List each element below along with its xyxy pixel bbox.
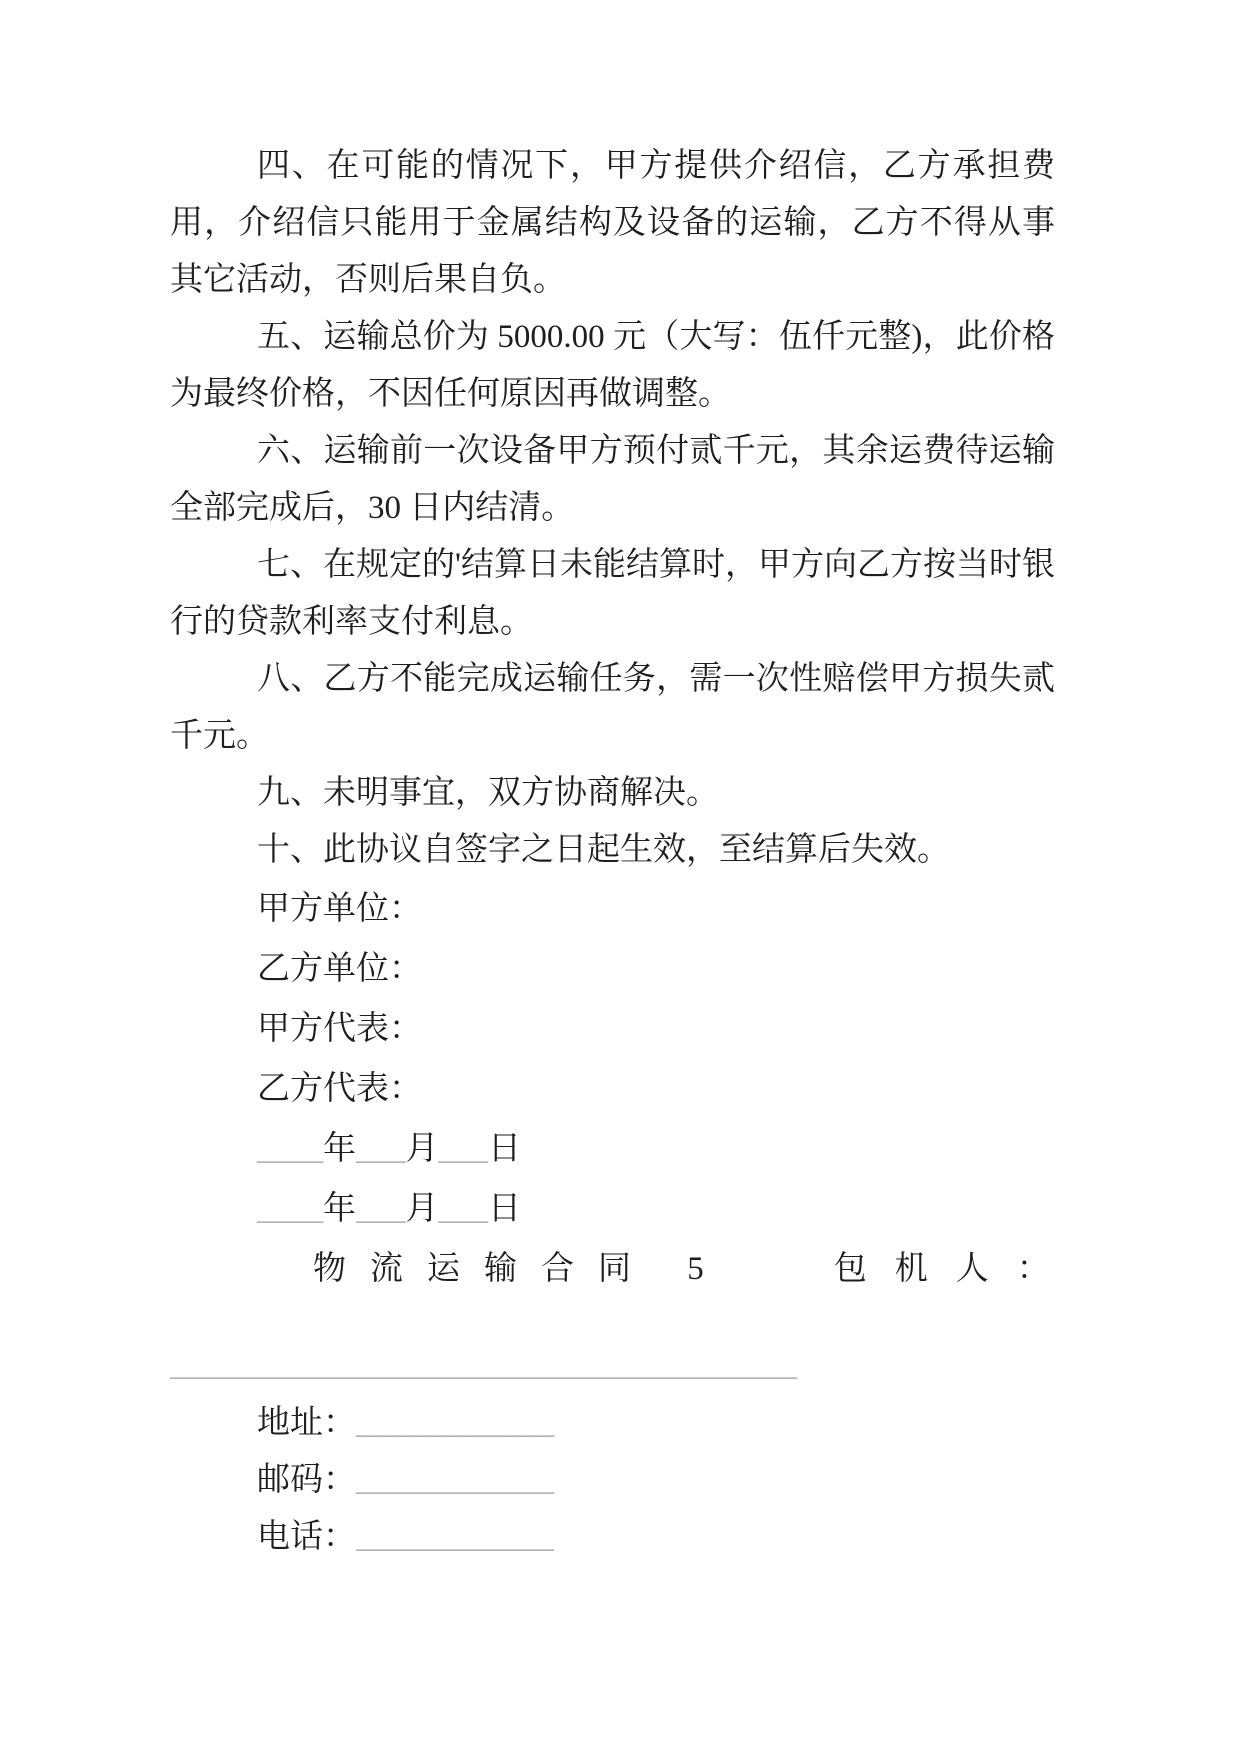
phone-blank: ____________ <box>356 1519 554 1555</box>
year-blank: ____ <box>257 1191 323 1227</box>
day-label: 日 <box>488 1131 521 1167</box>
clause-five: 五、运输总价为 5000.00 元（大写：伍仟元整)，此价格为最终价格，不因任何原因再做调整。 <box>170 319 1055 412</box>
date-line-2 <box>170 1179 1055 1239</box>
address-blank: ____________ <box>356 1405 554 1441</box>
phone-label: 电话： <box>257 1519 356 1555</box>
month-blank: ___ <box>356 1191 406 1227</box>
signature-block <box>170 879 1078 1299</box>
party-a-representative-line: 甲方代表： <box>257 1011 422 1047</box>
postcode-label: 邮码： <box>257 1462 356 1498</box>
month-label: 月 <box>405 1131 439 1167</box>
phone-line <box>170 1509 1055 1566</box>
month-label: 月 <box>405 1191 439 1227</box>
clause-seven: 七、在规定的'结算日未能结算时，甲方向乙方按当时银行的贷款利率支付利息。 <box>170 547 1055 640</box>
month-blank: ___ <box>356 1131 406 1167</box>
postcode-line <box>170 1452 1055 1509</box>
party-a-unit-line: 甲方单位： <box>257 891 422 927</box>
address-line <box>170 1395 1055 1452</box>
year-label: 年 <box>323 1131 356 1167</box>
party-b-unit-line: 乙方单位： <box>257 951 422 987</box>
postcode-blank: ____________ <box>356 1462 554 1498</box>
date-line-1 <box>170 1119 1055 1179</box>
clause-eight: 八、乙方不能完成运输任务，需一次性赔偿甲方损失贰千元。 <box>170 661 1055 754</box>
year-label: 年 <box>323 1191 356 1227</box>
year-blank: ____ <box>257 1131 323 1167</box>
day-blank: ___ <box>438 1131 488 1167</box>
clause-nine: 九、未明事宜，双方协商解决。 <box>257 775 719 811</box>
day-label: 日 <box>488 1191 521 1227</box>
charterer-label: 包机人： <box>833 1251 1078 1287</box>
separator-line: ______________________________________ <box>170 1347 797 1383</box>
clause-ten: 十、此协议自签字之日起生效，至结算后失效。 <box>257 832 950 868</box>
clause-four: 四、在可能的情况下，甲方提供介绍信，乙方承担费用，介绍信只能用于金属结构及设备的运输，乙方不得从事其它活动，否则后果自负。 <box>170 148 1055 298</box>
contact-block <box>170 1335 1055 1566</box>
address-label: 地址： <box>257 1405 356 1441</box>
contract-title-text: 物流运输合同 5 <box>313 1251 728 1287</box>
party-b-representative-line: 乙方代表： <box>257 1071 422 1107</box>
footer-title-line <box>170 1239 1078 1299</box>
clause-six: 六、运输前一次设备甲方预付贰千元，其余运费待运输全部完成后，30 日内结清。 <box>170 433 1055 526</box>
day-blank: ___ <box>438 1191 488 1227</box>
